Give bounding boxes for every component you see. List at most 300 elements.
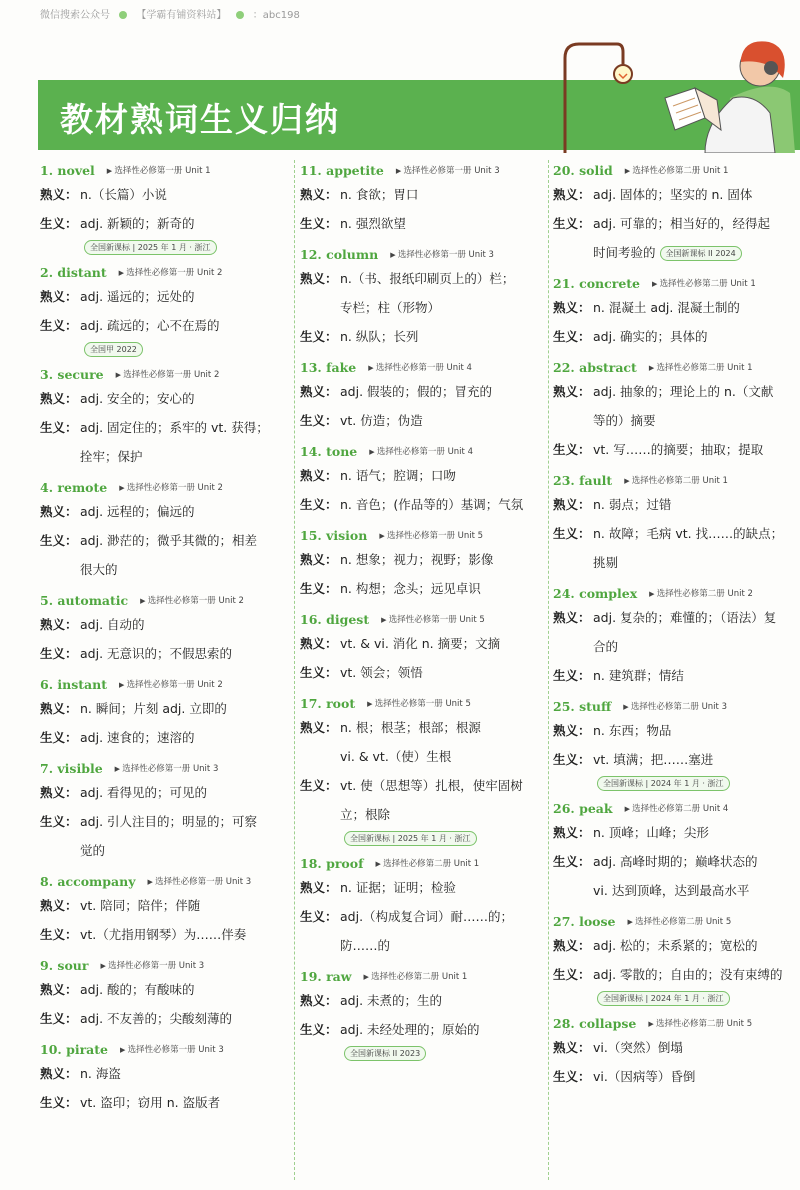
familiar-meaning-label: 熟义：	[553, 497, 591, 512]
familiar-meaning	[40, 1059, 288, 1088]
new-meaning-cont	[553, 548, 798, 577]
page-title: 教材熟词生义归纳	[60, 100, 340, 139]
textbook-unit: ▶ 选择性必修第二册 Unit 3	[623, 700, 727, 712]
vocab-word: 13. fake	[300, 359, 357, 375]
familiar-meaning-text: n. 瞬间；片刻 adj. 立即的	[80, 701, 227, 716]
vocab-word: 3. secure	[40, 366, 104, 382]
familiar-meaning-text: vi.（突然）倒塌	[593, 1040, 683, 1055]
entry-header	[553, 470, 798, 490]
new-meaning-label: 生义：	[553, 1069, 591, 1084]
new-meaning-label: 生义：	[300, 581, 338, 596]
familiar-meaning-label: 熟义：	[553, 187, 591, 202]
watermark-left: 微信搜索公众号	[40, 10, 110, 21]
familiar-meaning-text: n. 东西；物品	[593, 723, 672, 738]
familiar-meaning	[300, 377, 545, 406]
vocab-entry	[300, 244, 545, 351]
new-meaning-label: 生义：	[553, 442, 591, 457]
familiar-meaning	[300, 461, 545, 490]
vocab-entry	[40, 364, 288, 471]
familiar-meaning-label: 熟义：	[40, 617, 78, 632]
new-meaning	[40, 1088, 288, 1117]
familiar-meaning-label: 熟义：	[300, 187, 338, 202]
vocab-word: 14. tone	[300, 443, 358, 459]
vocab-entry	[300, 160, 545, 238]
textbook-unit: ▶ 选择性必修第二册 Unit 5	[648, 1017, 752, 1029]
entry-header	[300, 966, 545, 986]
familiar-meaning-label: 熟义：	[553, 723, 591, 738]
familiar-meaning-label: 熟义：	[553, 825, 591, 840]
familiar-meaning-cont: 合的	[593, 639, 619, 654]
entry-header	[40, 758, 288, 778]
familiar-meaning	[40, 975, 288, 1004]
new-meaning-text: vi.（因病等）昏倒	[593, 1069, 696, 1084]
vocab-entry	[300, 853, 545, 960]
new-meaning-label: 生义：	[300, 1022, 338, 1037]
exam-tag-line	[40, 340, 288, 358]
new-meaning-label: 生义：	[40, 730, 78, 745]
new-meaning	[553, 209, 798, 238]
familiar-meaning-label: 熟义：	[40, 289, 78, 304]
vocab-word: 21. concrete	[553, 275, 641, 291]
new-meaning	[300, 322, 545, 351]
exam-tag: 全国新课标 II 2023	[344, 1046, 426, 1061]
new-meaning-text: n. 故障；毛病 vt. 找……的缺点；	[593, 526, 784, 541]
familiar-meaning	[553, 490, 798, 519]
familiar-meaning-text: n.（长篇）小说	[80, 187, 167, 202]
new-meaning	[553, 745, 798, 774]
vocab-word: 20. solid	[553, 162, 613, 178]
entry-header	[553, 583, 798, 603]
entry-header	[300, 853, 545, 873]
exam-tag: 全国新课标 | 2024 年 1 月 · 浙江	[597, 776, 730, 791]
vocab-entry	[40, 477, 288, 584]
textbook-unit: ▶ 选择性必修第一册 Unit 2	[140, 594, 244, 606]
familiar-meaning	[300, 986, 545, 1015]
watermark-middle: 【学霸有铺资料站】	[136, 10, 227, 21]
entry-header	[300, 244, 545, 264]
familiar-meaning-label: 熟义：	[300, 993, 338, 1008]
familiar-meaning	[553, 716, 798, 745]
new-meaning	[553, 1062, 798, 1091]
vocab-word: 19. raw	[300, 968, 352, 984]
vocab-word: 25. stuff	[553, 698, 612, 714]
familiar-meaning-text: adj. 看得见的；可见的	[80, 785, 208, 800]
vocab-entry	[553, 470, 798, 577]
familiar-meaning	[553, 818, 798, 847]
new-meaning-label: 生义：	[40, 927, 78, 942]
familiar-meaning-text: vt. & vi. 消化 n. 摘要；文摘	[340, 636, 501, 651]
new-meaning-cont	[40, 836, 288, 865]
new-meaning-text: adj. 零散的；自由的；没有束缚的	[593, 967, 783, 982]
exam-tag: 全国新课标 | 2024 年 1 月 · 浙江	[597, 991, 730, 1006]
familiar-meaning-text: adj. 酸的；有酸味的	[80, 982, 195, 997]
exam-tag: 全国甲 2022	[84, 342, 143, 357]
new-meaning-label: 生义：	[553, 329, 591, 344]
vocab-word: 6. instant	[40, 676, 108, 692]
textbook-unit: ▶ 选择性必修第二册 Unit 1	[652, 277, 756, 289]
new-meaning	[40, 723, 288, 752]
chat-icon	[236, 11, 244, 19]
entry-header	[40, 590, 288, 610]
new-meaning	[40, 639, 288, 668]
entry-header	[40, 160, 288, 180]
vocab-word: 16. digest	[300, 611, 370, 627]
familiar-meaning-label: 熟义：	[40, 187, 78, 202]
new-meaning	[40, 413, 288, 442]
new-meaning	[40, 209, 288, 238]
vocab-word: 4. remote	[40, 479, 108, 495]
entry-header	[553, 273, 798, 293]
entry-header	[553, 160, 798, 180]
new-meaning-label: 生义：	[40, 1095, 78, 1110]
vocab-word: 5. automatic	[40, 592, 129, 608]
vocab-entry	[300, 609, 545, 687]
textbook-unit: ▶ 选择性必修第一册 Unit 2	[119, 266, 223, 278]
vocab-word: 11. appetite	[300, 162, 384, 178]
vocab-entry	[300, 357, 545, 435]
new-meaning-label: 生义：	[553, 216, 591, 231]
entry-header	[40, 871, 288, 891]
entry-header	[40, 262, 288, 282]
vocab-entry	[553, 160, 798, 267]
entry-header	[553, 1013, 798, 1033]
familiar-meaning	[40, 180, 288, 209]
new-meaning	[553, 435, 798, 464]
vocab-word: 9. sour	[40, 957, 89, 973]
textbook-unit: ▶ 选择性必修第二册 Unit 1	[625, 164, 729, 176]
new-meaning	[300, 209, 545, 238]
new-meaning-cont-text: 时间考验的	[593, 245, 656, 260]
new-meaning	[553, 519, 798, 548]
new-meaning-text: n. 纵队；长列	[340, 329, 419, 344]
vocab-word: 24. complex	[553, 585, 638, 601]
new-meaning-text: n. 强烈欲望	[340, 216, 406, 231]
exam-tag-line	[300, 829, 545, 847]
familiar-meaning-text: n. 弱点；过错	[593, 497, 672, 512]
new-meaning-label: 生义：	[40, 814, 78, 829]
textbook-unit: ▶ 选择性必修第二册 Unit 5	[628, 915, 732, 927]
entry-header	[553, 696, 798, 716]
new-meaning-text: adj. 不友善的；尖酸刻薄的	[80, 1011, 233, 1026]
familiar-meaning-text: n. 想象；视力；视野；影像	[340, 552, 494, 567]
new-meaning-text: n. 建筑群；情结	[593, 668, 684, 683]
familiar-meaning-label: 熟义：	[300, 720, 338, 735]
new-meaning-text: adj. 可靠的；相当好的，经得起	[593, 216, 771, 231]
entry-header	[300, 525, 545, 545]
new-meaning	[553, 960, 798, 989]
familiar-meaning-label: 熟义：	[300, 880, 338, 895]
column-3	[553, 160, 798, 1097]
vocab-entry	[300, 525, 545, 603]
reading-girl-illustration	[555, 38, 800, 153]
familiar-meaning	[40, 282, 288, 311]
familiar-meaning-text: n. 顶峰；山峰；尖形	[593, 825, 709, 840]
textbook-unit: ▶ 选择性必修第二册 Unit 4	[625, 802, 729, 814]
new-meaning-cont	[40, 442, 288, 471]
familiar-meaning	[40, 891, 288, 920]
vocab-word: 18. proof	[300, 855, 364, 871]
textbook-unit: ▶ 选择性必修第一册 Unit 5	[379, 529, 483, 541]
new-meaning-label: 生义：	[553, 752, 591, 767]
new-meaning-text: adj. 疏远的；心不在焉的	[80, 318, 220, 333]
vocab-word: 28. collapse	[553, 1015, 637, 1031]
familiar-meaning	[40, 778, 288, 807]
familiar-meaning-text: adj. 假装的；假的；冒充的	[340, 384, 493, 399]
entry-header	[40, 477, 288, 497]
exam-tag-line	[300, 1044, 545, 1062]
textbook-unit: ▶ 选择性必修第二册 Unit 2	[649, 587, 753, 599]
familiar-meaning-label: 熟义：	[40, 982, 78, 997]
new-meaning-label: 生义：	[300, 329, 338, 344]
familiar-meaning-cont: vi. & vt.（使）生根	[340, 749, 452, 764]
top-watermark	[40, 6, 306, 21]
new-meaning	[300, 406, 545, 435]
familiar-meaning-text: n. 海盗	[80, 1066, 121, 1081]
vocab-entry	[40, 262, 288, 358]
familiar-meaning-text: adj. 复杂的；难懂的；（语法）复	[593, 610, 777, 625]
new-meaning-text: adj. 固定住的；系牢的 vt. 获得；	[80, 420, 269, 435]
familiar-meaning-label: 熟义：	[40, 391, 78, 406]
new-meaning-label: 生义：	[553, 854, 591, 869]
textbook-unit: ▶ 选择性必修第一册 Unit 3	[120, 1043, 224, 1055]
new-meaning-text: n. 构想；念头；远见卓识	[340, 581, 481, 596]
familiar-meaning-cont: 等的）摘要	[593, 413, 656, 428]
new-meaning-text: adj. 高峰时期的；巅峰状态的	[593, 854, 758, 869]
new-meaning-cont-text: 防……的	[340, 938, 391, 953]
new-meaning	[553, 661, 798, 690]
entry-header	[300, 160, 545, 180]
new-meaning	[300, 902, 545, 931]
vocab-entry	[40, 871, 288, 949]
new-meaning	[553, 322, 798, 351]
familiar-meaning-label: 熟义：	[553, 610, 591, 625]
new-meaning-label: 生义：	[300, 497, 338, 512]
new-meaning-text: adj. 确实的；具体的	[593, 329, 708, 344]
textbook-unit: ▶ 选择性必修第一册 Unit 3	[390, 248, 494, 260]
new-meaning	[300, 771, 545, 800]
familiar-meaning	[300, 629, 545, 658]
entry-header	[300, 357, 545, 377]
familiar-meaning-label: 熟义：	[300, 271, 338, 286]
vocab-entry	[553, 273, 798, 351]
familiar-meaning-cont: 专栏；柱（形物）	[340, 300, 441, 315]
familiar-meaning-label: 熟义：	[300, 552, 338, 567]
familiar-meaning	[40, 694, 288, 723]
familiar-meaning	[553, 180, 798, 209]
vocab-entry	[553, 696, 798, 792]
vocab-word: 10. pirate	[40, 1041, 108, 1057]
new-meaning	[40, 526, 288, 555]
new-meaning-label: 生义：	[300, 413, 338, 428]
new-meaning-text: adj.（构成复合词）耐……的；	[340, 909, 514, 924]
vocab-entry	[553, 798, 798, 905]
textbook-unit: ▶ 选择性必修第二册 Unit 1	[624, 474, 728, 486]
new-meaning-label: 生义：	[553, 526, 591, 541]
familiar-meaning-label: 熟义：	[40, 701, 78, 716]
column-divider	[294, 160, 295, 1180]
familiar-meaning-text: adj. 固体的；坚实的 n. 固体	[593, 187, 753, 202]
vocab-entry	[40, 590, 288, 668]
new-meaning-text: adj. 引人注目的；明显的；可察	[80, 814, 258, 829]
vocab-entry	[40, 160, 288, 256]
familiar-meaning	[553, 1033, 798, 1062]
new-meaning-label: 生义：	[300, 909, 338, 924]
vocab-entry	[553, 911, 798, 1007]
vocab-word: 23. fault	[553, 472, 613, 488]
new-meaning-cont	[40, 555, 288, 584]
vocab-entry	[40, 955, 288, 1033]
new-meaning	[553, 847, 798, 876]
textbook-unit: ▶ 选择性必修第一册 Unit 3	[100, 959, 204, 971]
familiar-meaning-label: 熟义：	[553, 938, 591, 953]
new-meaning-label: 生义：	[300, 778, 338, 793]
textbook-unit: ▶ 选择性必修第一册 Unit 2	[119, 678, 223, 690]
familiar-meaning	[300, 264, 545, 293]
new-meaning-cont-text: 挑剔	[593, 555, 619, 570]
exam-tag-line	[40, 238, 288, 256]
familiar-meaning	[300, 180, 545, 209]
textbook-unit: ▶ 选择性必修第一册 Unit 3	[115, 762, 219, 774]
vocab-entry	[300, 966, 545, 1062]
familiar-meaning-label: 熟义：	[300, 468, 338, 483]
textbook-unit: ▶ 选择性必修第二册 Unit 1	[364, 970, 468, 982]
new-meaning	[300, 658, 545, 687]
textbook-unit: ▶ 选择性必修第一册 Unit 2	[116, 368, 220, 380]
vocab-word: 12. column	[300, 246, 379, 262]
familiar-meaning-text: adj. 抽象的；理论上的 n.（文献	[593, 384, 774, 399]
vocab-entry	[300, 441, 545, 519]
column-divider	[548, 160, 549, 1180]
entry-header	[300, 693, 545, 713]
new-meaning	[40, 1004, 288, 1033]
familiar-meaning	[40, 497, 288, 526]
new-meaning-text: vt. 填满；把……塞进	[593, 752, 714, 767]
entry-header	[553, 911, 798, 931]
new-meaning	[300, 490, 545, 519]
new-meaning-label: 生义：	[40, 646, 78, 661]
familiar-meaning-label: 熟义：	[553, 384, 591, 399]
familiar-meaning-text: vt. 陪同；陪伴；伴随	[80, 898, 201, 913]
familiar-meaning-text: n.（书、报纸印刷页上的）栏；	[340, 271, 515, 286]
familiar-meaning-text: n. 食欲；胃口	[340, 187, 419, 202]
textbook-unit: ▶ 选择性必修第二册 Unit 1	[649, 361, 753, 373]
entry-header	[553, 798, 798, 818]
textbook-unit: ▶ 选择性必修第二册 Unit 1	[375, 857, 479, 869]
familiar-meaning	[553, 293, 798, 322]
vocab-entry	[553, 357, 798, 464]
exam-tag: 全国新课标 II 2024	[660, 246, 742, 261]
new-meaning	[40, 807, 288, 836]
new-meaning-label: 生义：	[40, 216, 78, 231]
familiar-meaning	[553, 931, 798, 960]
familiar-meaning	[553, 377, 798, 406]
familiar-meaning-text: n. 语气；腔调；口吻	[340, 468, 456, 483]
familiar-meaning-text: adj. 安全的；安心的	[80, 391, 195, 406]
familiar-meaning-text: adj. 遥远的；远处的	[80, 289, 195, 304]
vocab-word: 7. visible	[40, 760, 103, 776]
familiar-meaning-text: adj. 未煮的；生的	[340, 993, 443, 1008]
vocab-word: 17. root	[300, 695, 356, 711]
new-meaning-label: 生义：	[40, 533, 78, 548]
new-meaning-cont-text: 觉的	[80, 843, 106, 858]
textbook-unit: ▶ 选择性必修第一册 Unit 5	[367, 697, 471, 709]
new-meaning-text: adj. 无意识的；不假思索的	[80, 646, 233, 661]
vocab-word: 22. abstract	[553, 359, 637, 375]
vocab-entry	[553, 583, 798, 690]
familiar-meaning	[300, 545, 545, 574]
vocab-entry	[553, 1013, 798, 1091]
familiar-meaning-text: adj. 松的；未系紧的；宽松的	[593, 938, 758, 953]
new-meaning-cont	[553, 876, 798, 905]
exam-tag-line	[553, 774, 798, 792]
textbook-unit: ▶ 选择性必修第一册 Unit 3	[396, 164, 500, 176]
new-meaning-label: 生义：	[553, 967, 591, 982]
new-meaning-label: 生义：	[553, 668, 591, 683]
familiar-meaning-text: adj. 自动的	[80, 617, 145, 632]
familiar-meaning-text: adj. 远程的；偏远的	[80, 504, 195, 519]
vocab-word: 8. accompany	[40, 873, 136, 889]
vocab-word: 27. loose	[553, 913, 616, 929]
new-meaning-cont-text: vi. 达到顶峰，达到最高水平	[593, 883, 750, 898]
new-meaning-cont-text: 立；根除	[340, 807, 391, 822]
vocab-word: 15. vision	[300, 527, 368, 543]
textbook-unit: ▶ 选择性必修第一册 Unit 5	[381, 613, 485, 625]
familiar-meaning	[553, 603, 798, 632]
new-meaning-text: adj. 新颖的；新奇的	[80, 216, 195, 231]
new-meaning	[300, 1015, 545, 1044]
new-meaning-text: vt. 领会；领悟	[340, 665, 423, 680]
familiar-meaning-text: n. 证据；证明；检验	[340, 880, 456, 895]
textbook-unit: ▶ 选择性必修第一册 Unit 3	[147, 875, 251, 887]
vocab-entry	[40, 674, 288, 752]
new-meaning-cont	[553, 238, 798, 267]
vocab-word: 2. distant	[40, 264, 107, 280]
new-meaning-label: 生义：	[40, 1011, 78, 1026]
familiar-meaning-label: 熟义：	[40, 785, 78, 800]
entry-header	[40, 674, 288, 694]
textbook-unit: ▶ 选择性必修第一册 Unit 2	[119, 481, 223, 493]
new-meaning	[300, 574, 545, 603]
familiar-meaning-label: 熟义：	[300, 384, 338, 399]
entry-header	[300, 609, 545, 629]
new-meaning-label: 生义：	[40, 420, 78, 435]
entry-header	[40, 1039, 288, 1059]
vocab-entry	[300, 693, 545, 847]
new-meaning-text: adj. 渺茫的；微乎其微的；相差	[80, 533, 258, 548]
familiar-meaning	[40, 610, 288, 639]
new-meaning-label: 生义：	[300, 216, 338, 231]
familiar-meaning-text: n. 根；根茎；根部；根源	[340, 720, 481, 735]
exam-tag-line	[553, 989, 798, 1007]
vocab-entry	[40, 758, 288, 865]
exam-tag: 全国新课标 | 2025 年 1 月 · 浙江	[84, 240, 217, 255]
column-2	[300, 160, 545, 1068]
new-meaning-text: adj. 未经处理的；原始的	[340, 1022, 480, 1037]
familiar-meaning-label: 熟义：	[553, 1040, 591, 1055]
familiar-meaning-label: 熟义：	[40, 1066, 78, 1081]
textbook-unit: ▶ 选择性必修第一册 Unit 1	[107, 164, 211, 176]
textbook-unit: ▶ 选择性必修第一册 Unit 4	[368, 361, 472, 373]
new-meaning-cont-text: 很大的	[80, 562, 118, 577]
familiar-meaning-label: 熟义：	[300, 636, 338, 651]
watermark-right: ：abc198	[252, 10, 300, 21]
familiar-meaning-label: 熟义：	[553, 300, 591, 315]
new-meaning-text: adj. 速食的；速溶的	[80, 730, 195, 745]
exam-tag: 全国新课标 | 2025 年 1 月 · 浙江	[344, 831, 477, 846]
new-meaning-text: vt. 写……的摘要；抽取；提取	[593, 442, 764, 457]
new-meaning-text: vt. 使（思想等）扎根，使牢固树	[340, 778, 523, 793]
new-meaning-text: vt.（尤指用钢琴）为……伴奏	[80, 927, 247, 942]
